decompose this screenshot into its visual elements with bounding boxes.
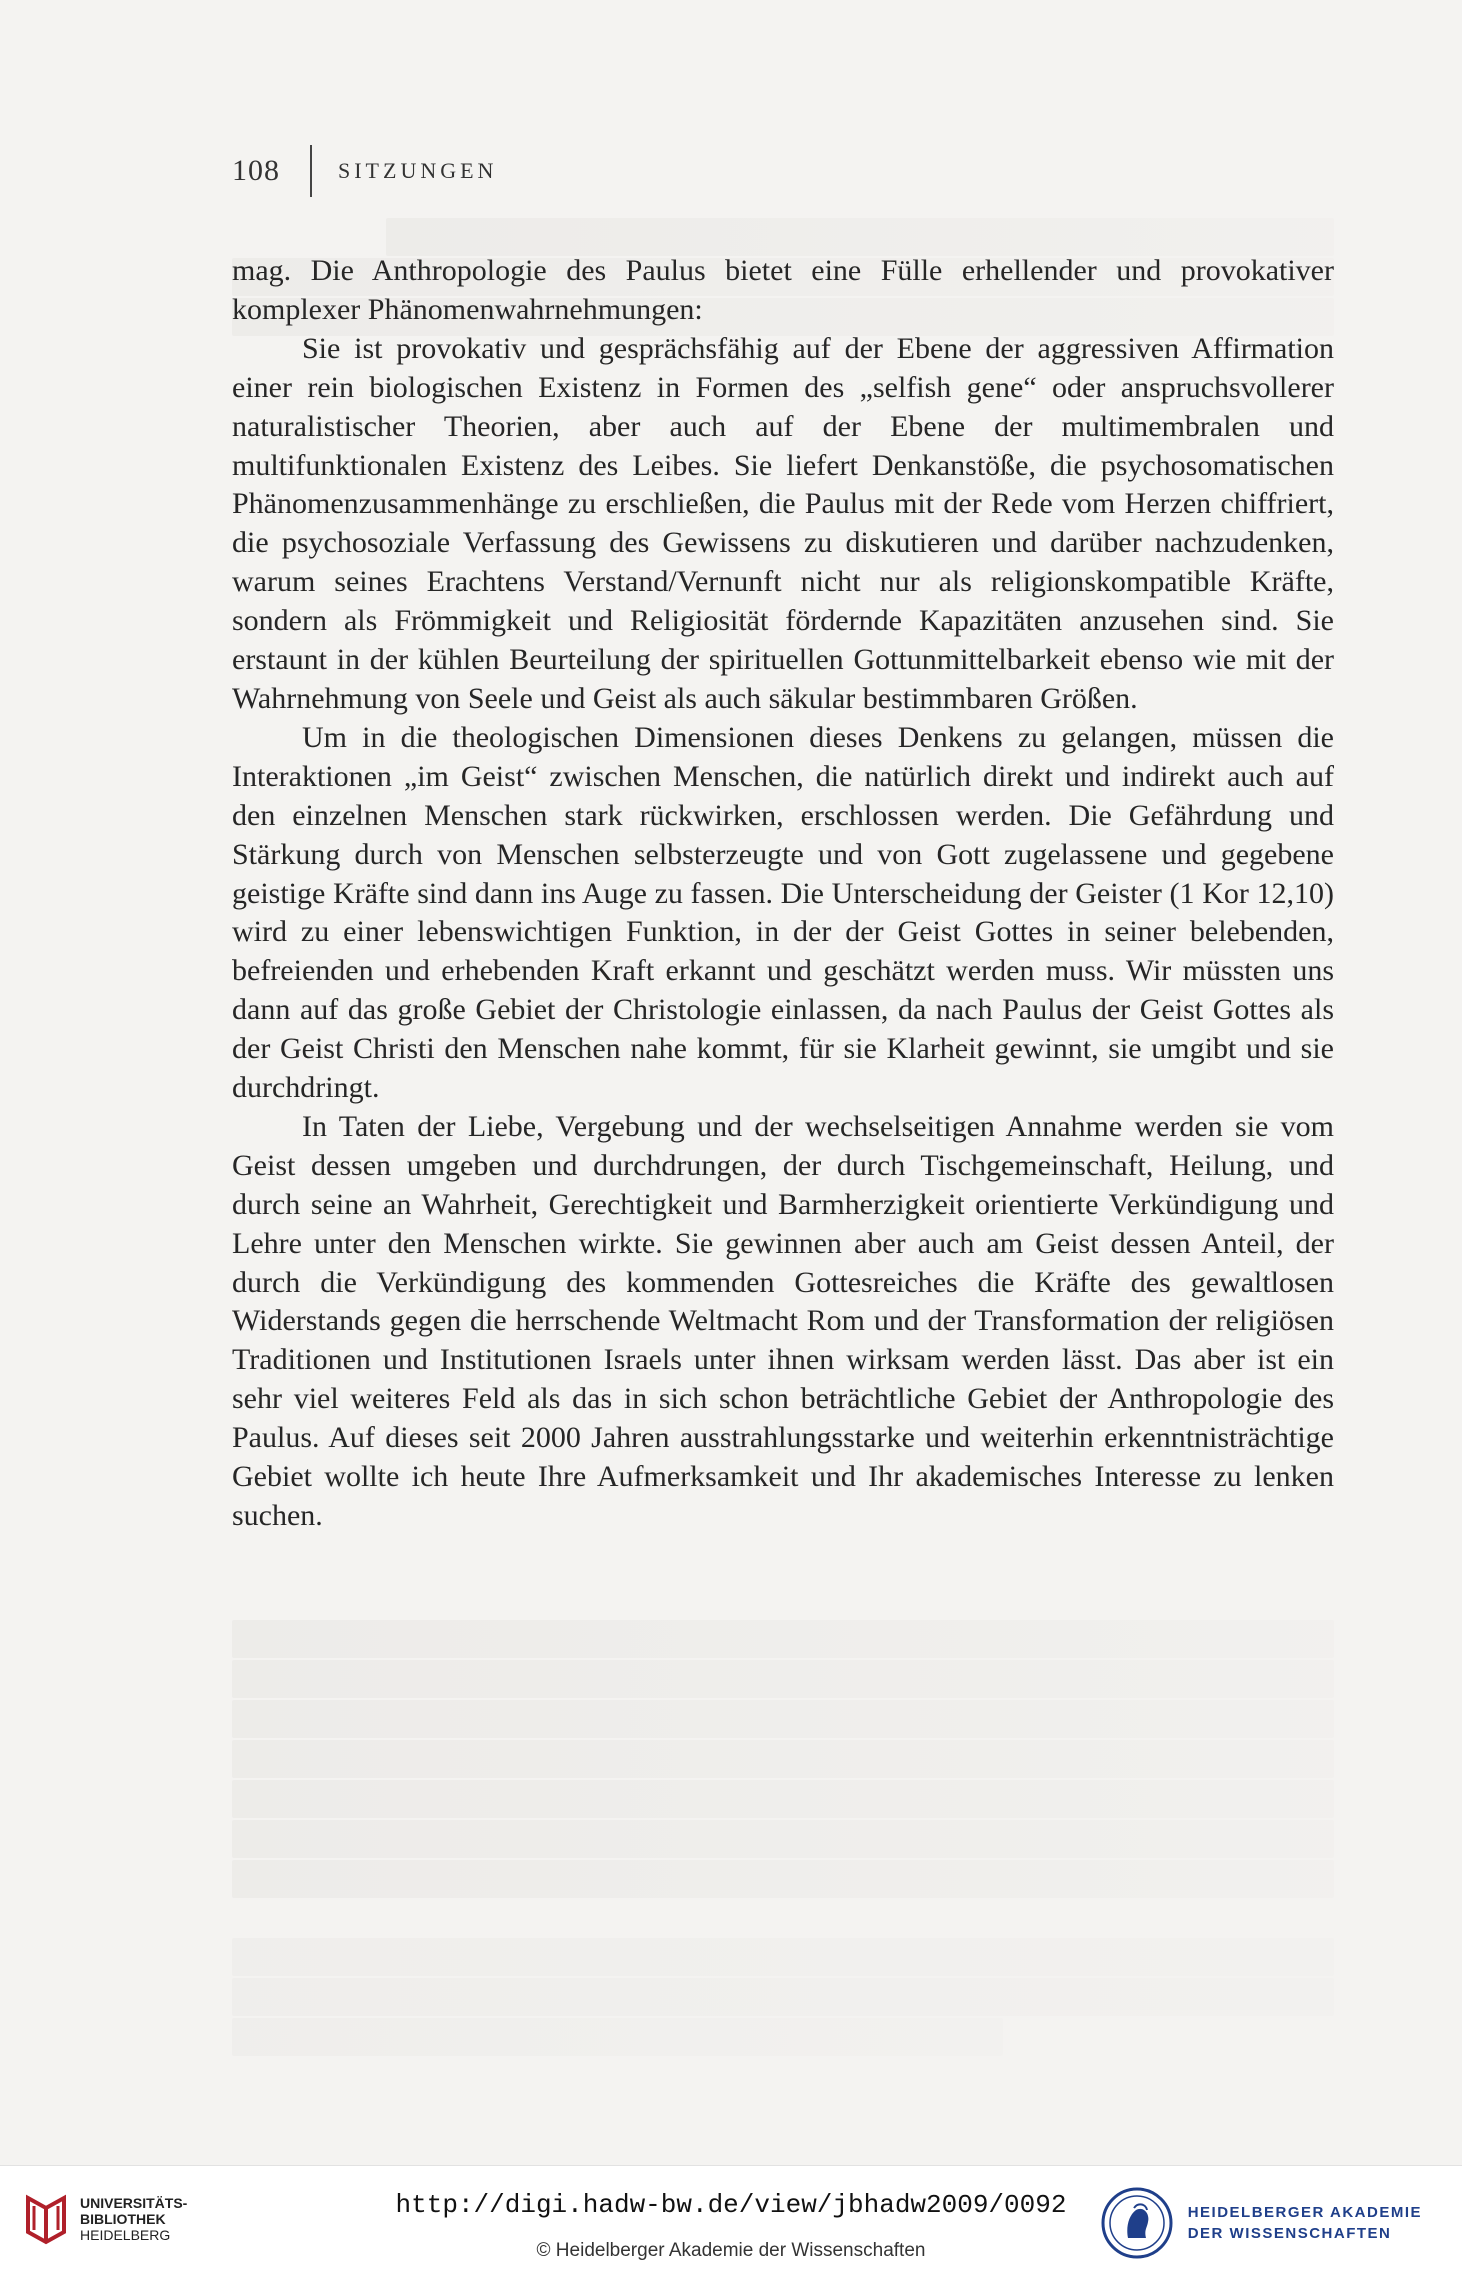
permalink-url[interactable]: http://digi.hadw-bw.de/view/jbhadw2009/0092: [395, 2190, 1067, 2220]
academy-seal-icon: [1100, 2186, 1174, 2260]
paragraph: In Taten der Liebe, Vergebung und der wechselseitigen Annahme werden sie vom Geist dessen umgeben und durchdrungen, der durch Tischgemeinschaft, Heilung, und durch seine an Wahrheit, Gerechtigkeit und Barmherzigkeit orientierte Verkündigung und Lehre unter den Menschen wirkte. Sie gewinnen aber auch am Geist dessen Anteil, der durch die Verkündigung des kommenden Gottesreiches die Kräfte des gewaltlosen Widerstands gegen die herrschende Weltmacht Rom und der Transformation der religiösen Traditionen und Institutionen Israels unter ihnen wirksam werden lässt. Das aber ist ein sehr viel weiteres Feld als das in sich schon beträchtliche Gebiet der Anthropologie des Paulus. Auf dieses seit 2000 Jahren ausstrahlungsstarke und weiterhin erkenntnisträchtige Gebiet wollte ich heute Ihre Aufmerksamkeit und Ihr akademisches Interesse zu lenken suchen.: [232, 1109, 1334, 1532]
header-divider: [310, 145, 312, 197]
academy-name: [1188, 2202, 1422, 2244]
academy-name-line: DER WISSENSCHAFTEN: [1187, 2225, 1392, 2242]
library-name-line: HEIDELBERG: [80, 2227, 171, 2243]
library-name-line: UNIVERSITÄTS-: [80, 2195, 188, 2211]
show-through-lower: [232, 1620, 1334, 2058]
body-text: [232, 252, 1334, 1536]
paragraph: Um in die theologischen Dimensionen dieses Denkens zu gelangen, müssen die Interaktionen „im Geist“ zwischen Menschen, die natürlich direkt und indirekt auch auf den einzelnen Menschen stark rückwirken, erschlossen werden. Die Gefährdung und Stärkung durch von Menschen selbsterzeugte und von Gott zugelassene und gegebene geistige Kräfte sind dann ins Auge zu fassen. Die Unterscheidung der Geister (1 Kor 12,10) wird zu einer lebenswichtigen Funktion, in der der Geist Gottes in seiner belebenden, befreienden und erhebenden Kraft erkannt und geschätzt werden muss. Wir müssten uns dann auf das große Gebiet der Christologie einlassen, da nach Paulus der Geist Gottes als der Geist Christi den Menschen nahe kommt, für sie Klarheit gewinnt, sie umgibt und sie durchdringt.: [232, 720, 1334, 1105]
paragraph: mag. Die Anthropologie des Paulus bietet eine Fülle erhellender und provokativer komplexer Phänomenwahrnehmungen:: [232, 254, 1334, 326]
copyright-notice: © Heidelberger Akademie der Wissenschaften: [536, 2240, 926, 2261]
academy-name-line: HEIDELBERGER AKADEMIE: [1187, 2204, 1422, 2221]
library-name-line: BIBLIOTHEK: [80, 2211, 166, 2227]
paragraph: Sie ist provokativ und gesprächsfähig auf der Ebene der aggressiven Affirmation einer rein biologischen Existenz in Formen des „selfish gene“ oder anspruchsvollerer naturalistischer Theorien, aber auch auf der Ebene der multimembralen und multifunktionalen Existenz des Leibes. Sie liefert Denkanstöße, die psychosomatischen Phänomenzusammenhänge zu erschließen, die Paulus mit der Rede vom Herzen chiffriert, die psychosoziale Verfassung des Gewissens zu diskutieren und darüber nachzudenken, warum seines Erachtens Verstand/Vernunft nicht nur als religionskompatible Kräfte, sondern als Frömmigkeit und Religiosität fördernde Kapazitäten anzusehen sind. Sie erstaunt in der kühlen Beurteilung der spirituellen Gottunmittelbarkeit ebenso wie mit der Wahrnehmung von Seele und Geist als auch säkular bestimmbaren Größen.: [232, 331, 1334, 715]
academy-logo[interactable]: [1100, 2186, 1422, 2260]
running-head: SITZUNGEN: [338, 158, 498, 183]
viewer-footer: [0, 2165, 1462, 2286]
page-header: [232, 150, 497, 192]
page-number: 108: [232, 154, 280, 187]
